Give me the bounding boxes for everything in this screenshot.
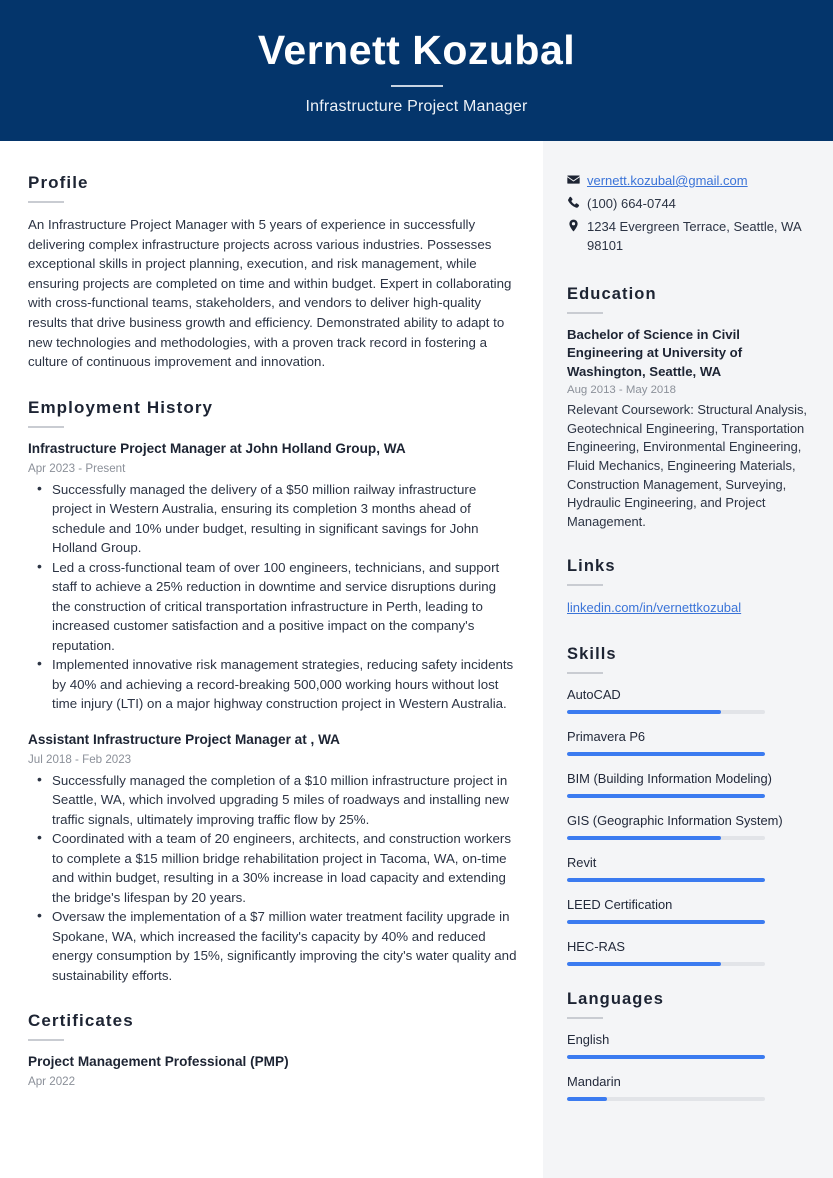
skill-item <box>567 854 807 882</box>
sidebar-column <box>543 141 833 1178</box>
header-subtitle: Infrastructure Project Manager <box>305 98 528 116</box>
section-profile <box>28 173 517 372</box>
section-heading-education: Education <box>567 285 657 303</box>
skill-item <box>567 938 807 966</box>
skill-item <box>567 770 807 798</box>
main-column <box>0 141 543 1178</box>
skill-item <box>567 728 807 756</box>
skill-label: GIS (Geographic Information System) <box>567 813 783 829</box>
education-entry <box>567 326 807 531</box>
section-links <box>567 557 807 617</box>
section-heading-rule <box>567 672 603 674</box>
section-heading-rule <box>28 426 64 428</box>
skill-level-bar <box>567 920 765 924</box>
section-skills <box>567 645 807 966</box>
section-heading-certificates: Certificates <box>28 1011 134 1031</box>
section-heading-rule <box>28 1039 64 1041</box>
employment-bullet: • Implemented innovative risk management strategies, reducing safety incidents by 40% and achieving a record-breaking 500,000 working hours without lost time injury (LTI) on a major highway construction project in Western Australia. <box>28 655 517 714</box>
section-heading-skills: Skills <box>567 645 617 664</box>
skill-level-bar <box>567 794 765 798</box>
section-heading-rule <box>567 312 603 314</box>
section-certificates <box>28 1011 517 1089</box>
employment-entry-title: Infrastructure Project Manager at John Holland Group, WA <box>28 440 406 456</box>
education-entry-title: Bachelor of Science in Civil Engineering at University of Washington, Seattle, WA <box>567 327 743 379</box>
education-entry-description: Relevant Coursework: Structural Analysis, Geotechnical Engineering, Transportation Engineering, Environmental Engineering, Fluid Mechanics, Engineering Materials, Construction Management, Surveying, Hydraulic Engineering, and Project Management. <box>567 402 808 529</box>
skill-level-fill <box>567 878 765 882</box>
employment-entry <box>28 731 517 986</box>
section-heading-rule <box>567 1017 603 1019</box>
language-level-bar <box>567 1097 765 1101</box>
skill-level-bar <box>567 836 765 840</box>
employment-bullet-list <box>28 480 517 714</box>
employment-bullet: • Coordinated with a team of 20 engineers, architects, and construction workers to complete a $15 million bridge rehabilitation project in Tacoma, WA, on-time and within budget, resulting in a 30% increase in load capacity and extending the bridge's lifespan by 20 years. <box>28 829 517 907</box>
map-pin-icon <box>567 217 587 232</box>
contact-row[interactable] <box>567 171 807 190</box>
profile-text: An Infrastructure Project Manager with 5 years of experience in successfully delivering complex infrastructure projects across various industries. Possesses exceptional skills in project planning, execution, and risk management, while ensuring projects are completed on time and within budget. Expert in collaborating with cross-functional teams, stakeholders, and vendors to deliver high-quality results that drive business growth and efficiency. Demonstrated ability to adapt to new technologies and methodologies, with a proven track record in fostering a culture of continuous improvement and innovation. <box>28 217 512 370</box>
skill-level-fill <box>567 752 765 756</box>
skill-level-fill <box>567 920 765 924</box>
skill-label: Primavera P6 <box>567 729 646 745</box>
certificate-entry-date: Apr 2022 <box>28 1075 76 1089</box>
employment-entry-list <box>28 440 517 986</box>
certificate-entry <box>28 1053 517 1089</box>
education-entry-date: Aug 2013 - May 2018 <box>567 384 676 397</box>
section-languages <box>567 990 807 1101</box>
skill-level-fill <box>567 962 721 966</box>
resume-header <box>0 0 833 141</box>
skill-label: Revit <box>567 855 597 871</box>
header-divider <box>391 85 443 87</box>
employment-bullet: • Oversaw the implementation of a $7 million water treatment facility upgrade in Spokane, WA, which increased the facility's capacity by 40% and reduced energy consumption by 15%, significantly improving the city's water quality and sustainability efforts. <box>28 907 517 985</box>
language-level-fill <box>567 1055 765 1059</box>
section-heading-links: Links <box>567 557 616 576</box>
page-title: Vernett Kozubal <box>257 26 576 73</box>
certificate-entry-title: Project Management Professional (PMP) <box>28 1054 289 1070</box>
employment-bullet: • Led a cross-functional team of over 100 engineers, technicians, and support staff to achieve a 25% reduction in downtime and service disruptions during the construction of critical transportation infrastructure in Perth, leading to increased customer satisfaction and a positive impact on the company's reputation. <box>28 558 517 656</box>
link-list <box>567 598 807 617</box>
education-entry-list <box>567 326 807 531</box>
skill-item <box>567 812 807 840</box>
employment-bullet: • Successfully managed the delivery of a $50 million railway infrastructure project in Western Australia, ensuring its completion 3 months ahead of schedule and 10% under budget, resulting in significant savings for John Holland Group. <box>28 480 517 558</box>
skill-list <box>567 686 807 966</box>
section-education <box>567 285 807 531</box>
employment-entry-date: Jul 2018 - Feb 2023 <box>28 752 132 766</box>
skill-level-bar <box>567 878 765 882</box>
language-level-fill <box>567 1097 607 1101</box>
skill-level-bar <box>567 752 765 756</box>
contact-row <box>567 194 807 213</box>
language-label: English <box>567 1032 610 1048</box>
contact-email-link[interactable]: vernett.kozubal@gmail.com <box>587 173 748 188</box>
profile-link[interactable]: linkedin.com/in/vernettkozubal <box>567 600 742 616</box>
skill-level-fill <box>567 710 721 714</box>
contact-value: (100) 664-0744 <box>587 196 676 211</box>
language-level-bar <box>567 1055 765 1059</box>
contact-row <box>567 217 807 255</box>
skill-item <box>567 686 807 714</box>
employment-bullet: • Successfully managed the completion of a $10 million infrastructure project in Seattle, WA, which involved upgrading 5 miles of roadways and installing new traffic signals, ultimately improving traffic flow by 25%. <box>28 771 517 830</box>
contact-list <box>567 171 807 255</box>
section-heading-employment: Employment History <box>28 397 214 417</box>
section-heading-languages: Languages <box>567 990 665 1009</box>
employment-bullet-list <box>28 771 517 986</box>
envelope-icon <box>567 171 587 186</box>
skill-level-bar <box>567 710 765 714</box>
skill-item <box>567 896 807 924</box>
skill-level-bar <box>567 962 765 966</box>
section-heading-profile: Profile <box>28 173 89 192</box>
phone-icon <box>567 194 587 209</box>
section-heading-rule <box>567 584 603 586</box>
skill-label: AutoCAD <box>567 687 621 703</box>
skill-label: BIM (Building Information Modeling) <box>567 771 772 787</box>
skill-label: LEED Certification <box>567 897 673 913</box>
employment-entry-title: Assistant Infrastructure Project Manager at , WA <box>28 731 340 747</box>
section-heading-rule <box>28 201 64 203</box>
language-item <box>567 1073 807 1101</box>
skill-label: HEC-RAS <box>567 939 626 955</box>
employment-entry <box>28 440 517 714</box>
language-label: Mandarin <box>567 1074 621 1090</box>
skill-level-fill <box>567 794 765 798</box>
certificate-entry-list <box>28 1053 517 1089</box>
language-list <box>567 1031 807 1101</box>
language-item <box>567 1031 807 1059</box>
skill-level-fill <box>567 836 721 840</box>
section-employment-history <box>28 398 517 986</box>
employment-entry-date: Apr 2023 - Present <box>28 461 126 475</box>
resume-body <box>0 141 833 1178</box>
contact-value: 1234 Evergreen Terrace, Seattle, WA 98101 <box>587 219 801 253</box>
